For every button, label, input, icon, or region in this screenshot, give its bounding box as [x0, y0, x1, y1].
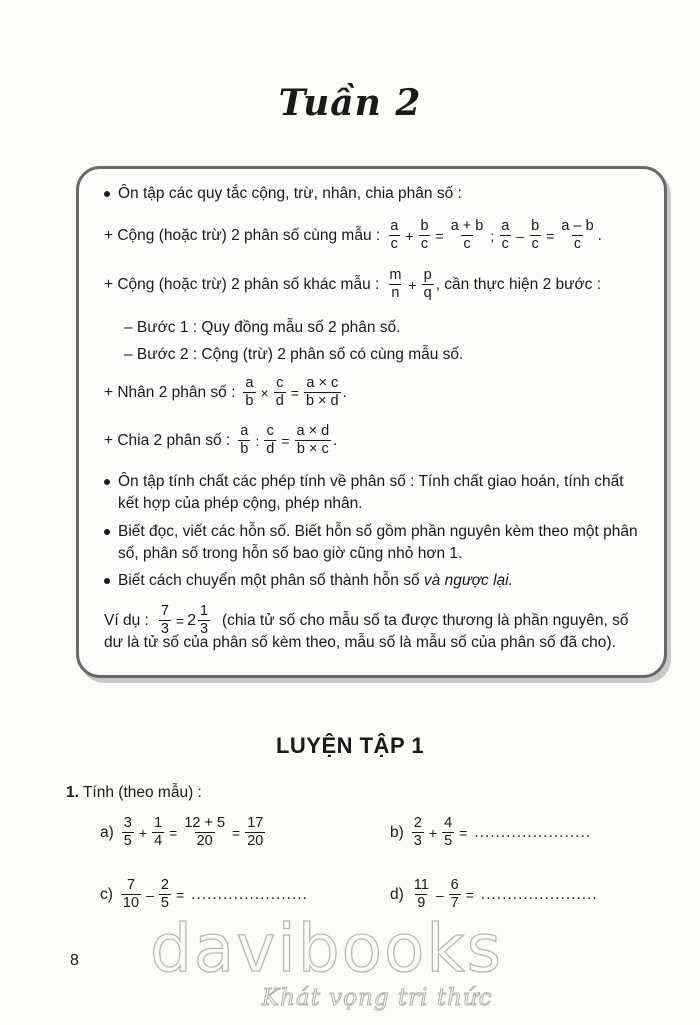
fraction: $\frac{p}{q}$	[423, 267, 432, 301]
rule-diff-denominator: + Cộng (hoặc trừ) 2 phân số khác mẫu : $\frac{m}{n}$ + $\frac{p}{q}$ , cần thực hiện 2 bước :	[104, 267, 602, 301]
exercise-b: b) $\frac{2}{3}$ + $\frac{4}{5}$ = ......................	[390, 815, 592, 849]
fraction: $\frac{b}{c}$	[420, 218, 429, 252]
exercise-c: c) $\frac{7}{10}$ – $\frac{2}{5}$ = ......................	[100, 877, 308, 911]
bullet-dot	[104, 191, 110, 197]
fraction: $\frac{a}{c}$	[390, 218, 399, 252]
fraction: $\frac{a}{c}$	[501, 218, 510, 252]
fraction: $\frac{1}{3}$	[199, 603, 209, 637]
fraction: $\frac{a - b}{c}$	[561, 218, 594, 252]
fraction: $\frac{c}{d}$	[275, 375, 284, 409]
step-2: – Bước 2 : Cộng (trừ) 2 phân số có cùng mẫu số.	[124, 346, 464, 363]
fraction: $\frac{a \times d}{b \times c}$	[296, 423, 330, 457]
fraction: $\frac{7}{10}$	[122, 877, 140, 911]
fraction: $\frac{a + b}{c}$	[450, 218, 484, 252]
rule-multiply: + Nhân 2 phân số : $\frac{a}{b}$ × $\frac{c}{d}$ = $\frac{a \times c}{b \times d}$ .	[104, 375, 347, 409]
bullet-mixed-numbers: Biết đọc, viết các hỗn số. Biết hỗn số gồm phần nguyên kèm theo một phân số, phân số trong hỗn số bao giờ cũng nhỏ hơn 1.	[104, 521, 642, 565]
fraction: $\frac{m}{n}$	[389, 267, 402, 301]
fraction: $\frac{7}{3}$	[160, 603, 169, 637]
step-1: – Bước 1 : Quy đồng mẫu số 2 phân số.	[124, 319, 401, 336]
answer-blank[interactable]: ......................	[474, 823, 592, 841]
fraction: $\frac{6}{7}$	[450, 877, 459, 911]
bullet-convert: Biết cách chuyển một phân số thành hỗn số và ngược lại.	[104, 570, 642, 592]
fraction: $\frac{b}{c}$	[531, 218, 540, 252]
page-title: Tuần 2	[278, 82, 422, 124]
review-intro: Ôn tập các quy tắc cộng, trừ, nhân, chia phân số :	[104, 184, 462, 204]
watermark-logo: davibooks	[150, 910, 503, 987]
fraction: $\frac{a}{b}$	[245, 375, 254, 409]
bullet-properties: Ôn tập tính chất các phép tính về phân số : Tính chất giao hoán, tính chất kết hợp của phép cộng, phép nhân.	[104, 471, 642, 515]
question-1: 1. Tính (theo mẫu) :	[66, 784, 202, 801]
fraction: $\frac{17}{20}$	[247, 815, 264, 849]
answer-blank[interactable]: ......................	[191, 885, 308, 903]
fraction: $\frac{2}{5}$	[160, 877, 169, 911]
fraction: $\frac{a}{b}$	[240, 423, 249, 457]
fraction: $\frac{2}{3}$	[413, 815, 422, 849]
section-title: LUYỆN TẬP 1	[275, 733, 425, 758]
bullet-dot	[104, 578, 110, 584]
fraction: $\frac{1}{4}$	[154, 815, 163, 849]
answer-blank[interactable]: ......................	[480, 885, 598, 903]
rule-same-denominator: + Cộng (hoặc trừ) 2 phân số cùng mẫu : $\frac{a}{c}$ + $\frac{b}{c}$ = $\frac{a + b}{c}$ ; $\frac{a}{c}$ – $\frac{b}{c}$ = $\frac{a - b}{c}$ .	[104, 218, 602, 252]
fraction: $\frac{c}{d}$	[266, 423, 275, 457]
fraction: $\frac{3}{5}$	[123, 815, 132, 849]
exercise-a: a) $\frac{3}{5}$ + $\frac{1}{4}$ = $\frac{12 + 5}{20}$ = $\frac{17}{20}$	[100, 815, 264, 849]
fraction: $\frac{4}{5}$	[444, 815, 453, 849]
bullet-dot	[104, 479, 110, 485]
fraction: $\frac{11}{9}$	[413, 877, 429, 911]
bullet-dot	[104, 529, 110, 535]
fraction: $\frac{a \times c}{b \times d}$	[305, 375, 339, 409]
fraction: $\frac{12 + 5}{20}$	[184, 815, 226, 849]
watermark-slogan: Khát vọng tri thức	[262, 985, 493, 1011]
example-text: (chia tử số cho mẫu số ta được thương là phần nguyên, số dư là tử số của phân số kèm theo, mẫu số là mẫu số của phân số đã cho).	[104, 612, 629, 651]
page-number: 8	[70, 952, 79, 969]
exercise-d: d) $\frac{11}{9}$ – $\frac{6}{7}$ = ......................	[390, 877, 598, 911]
example-line: Ví dụ : $\frac{7}{3}$ = 2 $\frac{1}{3}$	[104, 603, 209, 637]
rule-divide: + Chia 2 phân số : $\frac{a}{b}$ : $\frac{c}{d}$ = $\frac{a \times d}{b \times c}$ .	[104, 423, 338, 457]
